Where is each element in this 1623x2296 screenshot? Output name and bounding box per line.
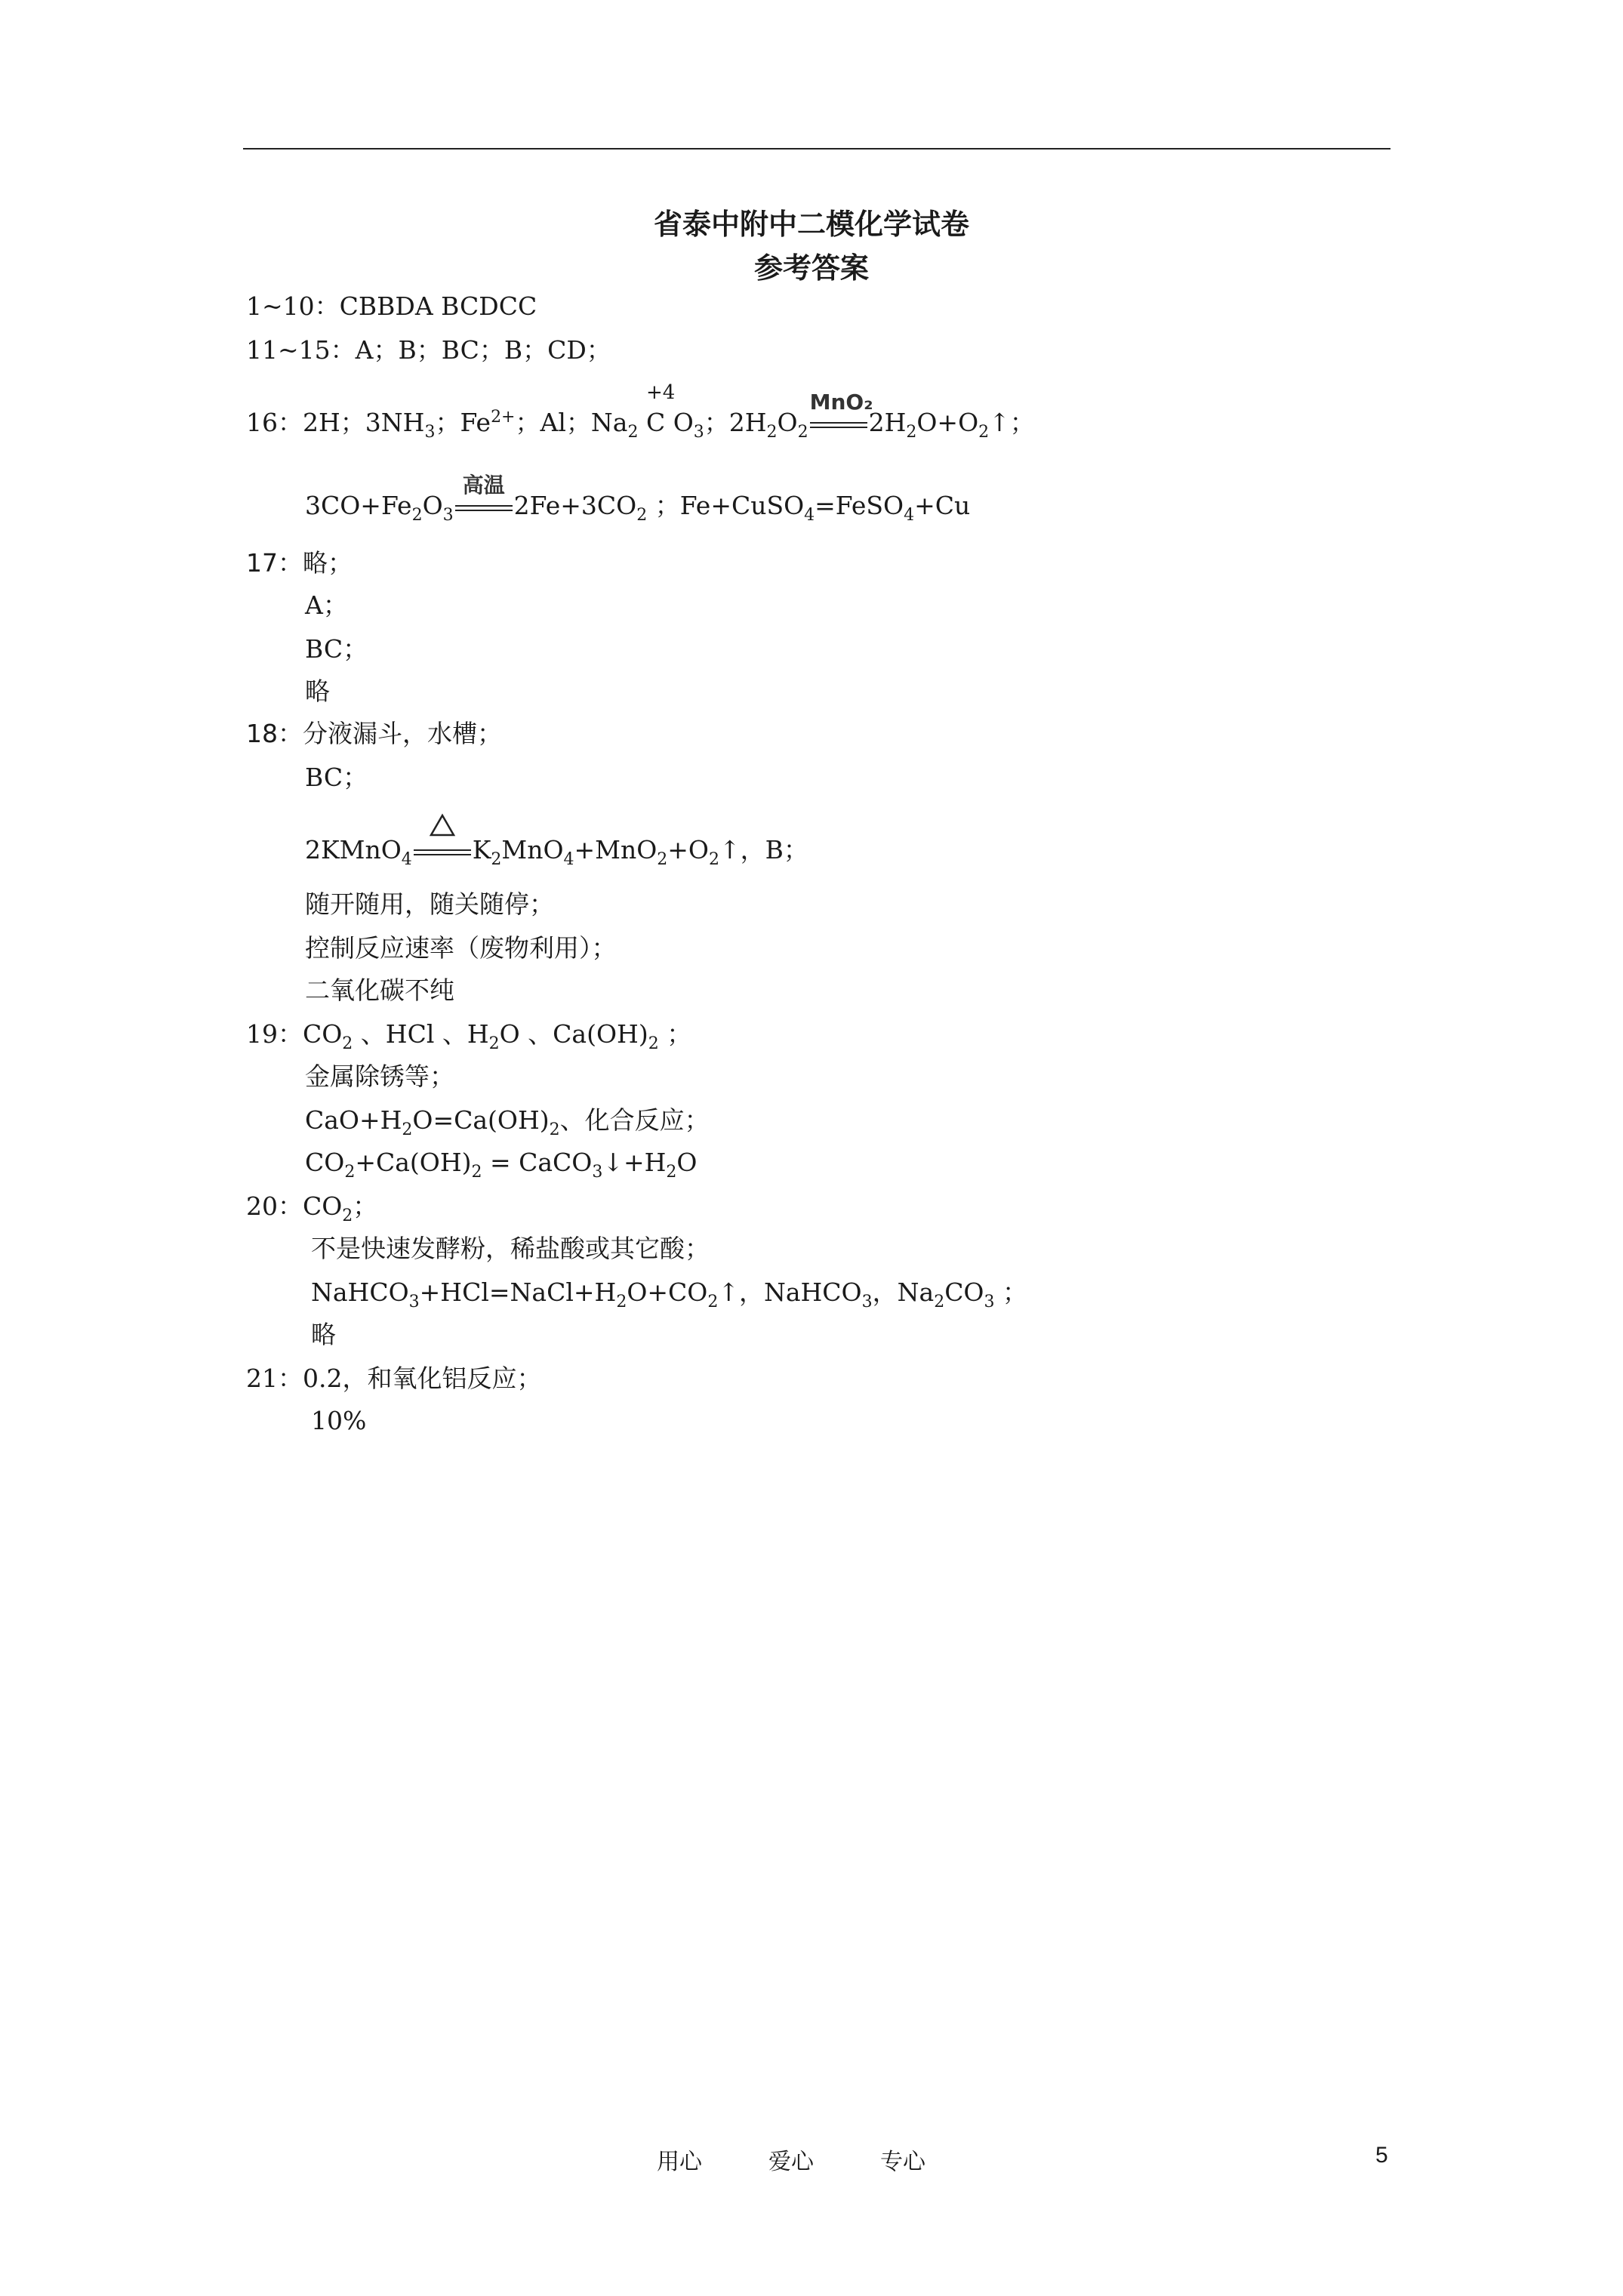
reaction-condition-catalyst: MnO₂ bbox=[810, 416, 867, 431]
answer-18-line4: 随开随用，随关随停； bbox=[305, 889, 554, 919]
answer-20-line4: 略 bbox=[311, 1320, 336, 1349]
answer-18-line6: 二氧化碳不纯 bbox=[305, 975, 454, 1005]
answer-11-15: 11~15：A；B；BC；B；CD； bbox=[246, 335, 611, 365]
page-subtitle: 参考答案 bbox=[753, 251, 869, 285]
answer-17-line2: A； bbox=[305, 590, 348, 620]
answer-19-line4: $CO_2+Ca(OH)_2$ = $CaCO_3↓+H_2O$ bbox=[305, 1148, 698, 1182]
answer-20-line1: 20：$CO_2$； bbox=[246, 1191, 378, 1225]
answer-19-line1: 19：$CO_2$ 、HCl 、$H_2O$ 、$Ca(OH)_2$ ； bbox=[246, 1019, 692, 1053]
answer-18-line2: BC； bbox=[305, 763, 368, 792]
header-rule bbox=[243, 148, 1390, 149]
answer-21-line2: 10% bbox=[311, 1406, 367, 1435]
answer-17-line3: BC； bbox=[305, 634, 368, 664]
answer-20-line2: 不是快速发酵粉，稀盐酸或其它酸； bbox=[311, 1234, 710, 1263]
answer-16-line2: $3CO+Fe_2O_3$ 高温 $2Fe+3CO_2$ ；Fe+CuSO$_4$=FeSO$_4$+Cu bbox=[305, 473, 971, 525]
reaction-condition-high-temp: 高温 bbox=[455, 499, 513, 514]
oxidation-state: +4 bbox=[645, 381, 676, 404]
answer-20-line3: $NaHCO_3+HCl=NaCl+H_2O+CO_2↑$，NaHCO$_3$，$Na_2CO_3$ ； bbox=[311, 1277, 1027, 1311]
answer-17-line4: 略 bbox=[305, 676, 330, 706]
answer-16-line1: 16：2H；$3NH_3$；$Fe^{2+}$；Al；$Na_2$ +4 C $O_3$；$2H_2O_2$ MnO₂ $2H_2O+O_2↑$； bbox=[246, 406, 1035, 439]
answer-18-equation: 2KMnO$_4$ $K_2MnO_4+MnO_2+O_2↑$，B； bbox=[305, 834, 808, 867]
answer-17-line1: 17：略； bbox=[246, 548, 353, 578]
footer-item-2: 爱心 bbox=[768, 2149, 814, 2175]
footer-item-3: 专心 bbox=[880, 2149, 925, 2175]
heat-triangle-icon bbox=[429, 813, 456, 837]
answer-18-line5: 控制反应速率（废物利用）； bbox=[305, 933, 617, 963]
footer-item-1: 用心 bbox=[657, 2149, 702, 2175]
answer-19-line2: 金属除锈等； bbox=[305, 1062, 454, 1091]
answer-1-10: 1~10：CBBDA BCDCC bbox=[246, 291, 537, 321]
page-number: 5 bbox=[1375, 2143, 1388, 2168]
answer-21-line1: 21：0.2，和氧化铝反应； bbox=[246, 1364, 542, 1393]
reaction-condition-heat bbox=[414, 843, 471, 858]
page-title: 省泰中附中二模化学试卷 bbox=[653, 207, 969, 241]
answer-18-line1: 18：分液漏斗，水槽； bbox=[246, 719, 502, 748]
answer-19-line3: $CaO+H_2O=Ca(OH)_2$、化合反应； bbox=[305, 1105, 710, 1139]
